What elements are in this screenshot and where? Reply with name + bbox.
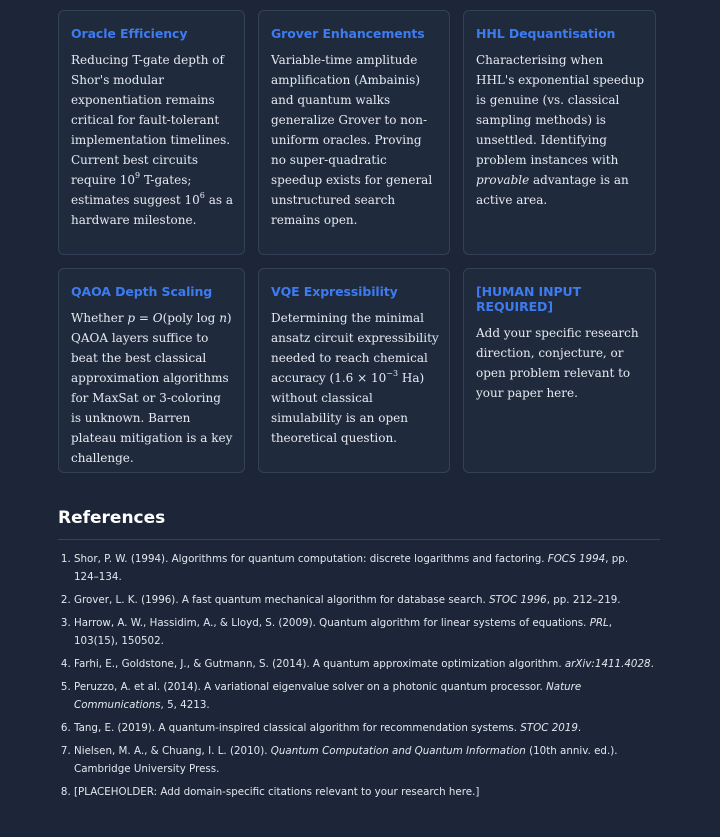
open-problems-grid (58, 10, 660, 473)
reference-item: 6. Tang, E. (2019). A quantum-inspired classical algorithm for recommendation systems. STOC 2019. (74, 719, 656, 737)
card-human-input-required (463, 268, 656, 473)
card-body: Determining the minimal ansatz circuit expressibility needed to reach chemical accuracy ($1.6 \times 10^{-3}$ Ha) without classical simulability is an open theoretical question. (271, 311, 439, 445)
card-body: Characterising when HHL's exponential speedup is genuine (vs. classical sampling methods) is unsettled. Identifying problem instances with provable advantage is an active area. (476, 53, 645, 207)
reference-item: 4. Farhi, E., Goldstone, J., & Gutmann, S. (2014). A quantum approximate optimization algorithm. arXiv:1411.4028. (74, 655, 656, 673)
reference-item: 2. Grover, L. K. (1996). A fast quantum mechanical algorithm for database search. STOC 1996, pp. 212–219. (74, 591, 656, 609)
card-title: QAOA Depth Scaling (71, 284, 213, 299)
card-title: VQE Expressibility (271, 284, 398, 299)
card-body: Whether p = O(poly log n) QAOA layers suffice to beat the best classical approximation algorithms for MaxSat or 3-coloring is unknown. Barren plateau mitigation is a key challenge. (71, 311, 233, 465)
card-body: Variable-time amplitude amplification (Ambainis) and quantum walks generalize Grover to non-uniform oracles. Proving no super-quadratic speedup exists for general unstructured search remains open. (271, 53, 433, 227)
reference-item: 1. Shor, P. W. (1994). Algorithms for quantum computation: discrete logarithms and factoring. FOCS 1994, pp. 124–134. (74, 550, 656, 586)
card-body: Reducing T-gate depth of Shor's modular exponentiation remains critical for fault-tolerant implementation timelines. Current best circuits require $10^9$ T-gates; estimates suggest $10^6$ as a hardware milestone. (71, 53, 233, 227)
reference-item: 5. Peruzzo, A. et al. (2014). A variational eigenvalue solver on a photonic quantum processor. Nature Communications, 5, 4213. (74, 678, 656, 714)
math-expression: $1.6 \times 10^{-3}$ Ha (334, 369, 420, 385)
reference-item: 7. Nielsen, M. A., & Chuang, I. L. (2010). Quantum Computation and Quantum Information (10th anniv. ed.). Cambridge University Press. (74, 742, 656, 778)
card-vqe-expressibility (258, 268, 450, 473)
references-list (58, 550, 656, 806)
card-title: [HUMAN INPUT REQUIRED] (476, 284, 582, 314)
card-grover-enhancements (258, 10, 450, 255)
card-hhl-dequantisation (463, 10, 656, 255)
math-expression: p = O(poly log n) (127, 311, 232, 325)
card-body: Add your specific research direction, conjecture, or open problem relevant to your paper here. (476, 326, 639, 400)
divider (58, 539, 660, 540)
card-oracle-efficiency (58, 10, 245, 255)
reference-item: 8. [PLACEHOLDER: Add domain-specific citations relevant to your research here.] (74, 783, 656, 801)
reference-item: 3. Harrow, A. W., Hassidim, A., & Lloyd, S. (2009). Quantum algorithm for linear systems of equations. PRL, 103(15), 150502. (74, 614, 656, 650)
card-qaoa-depth-scaling (58, 268, 245, 473)
card-title: HHL Dequantisation (476, 26, 616, 41)
card-title: Oracle Efficiency (71, 26, 188, 41)
references-heading: References (58, 508, 166, 528)
card-title: Grover Enhancements (271, 26, 425, 41)
